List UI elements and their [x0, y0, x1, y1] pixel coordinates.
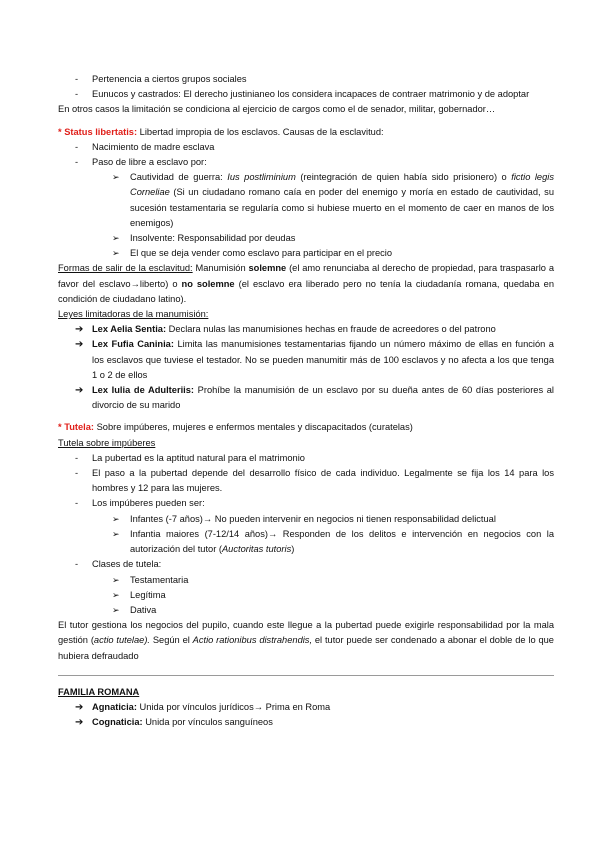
- list-item-text: Eunucos y castrados: El derecho justinianeo los considera incapaces de contraer matrimonio y de adoptar: [92, 89, 530, 100]
- dash-bullet: -: [75, 559, 79, 570]
- arrowhead-bullet-icon: ➢: [112, 172, 120, 183]
- sub-list-item: ➢ Testamentaria: [58, 573, 554, 588]
- dash-bullet: -: [75, 157, 79, 168]
- sub-list-item: ➢ El que se deja vender como esclavo para participar en el precio: [58, 246, 554, 261]
- asterisk-marker: *: [58, 126, 62, 137]
- arrowhead-bullet-icon: ➢: [112, 604, 120, 615]
- asterisk-marker: *: [58, 422, 62, 433]
- bold-arrow-icon: ➔: [75, 701, 84, 713]
- section-desc: Sobre impúberes, mujeres e enfermos mentales y discapacitados (curatelas): [96, 422, 413, 433]
- list-item: - Clases de tutela:: [58, 557, 554, 572]
- sub-list-item: ➢ Infantes (-7 años)→ No pueden intervenir en negocios ni tienen responsabilidad delictual: [58, 512, 554, 527]
- dash-bullet: -: [75, 89, 79, 100]
- bold-arrow-icon: ➔: [75, 385, 84, 397]
- section-title-status: Status libertatis:: [64, 126, 138, 137]
- horizontal-divider: [58, 675, 554, 676]
- sub-list-item: ➢ Legítima: [58, 588, 554, 603]
- arrowhead-bullet-icon: ➢: [112, 589, 120, 600]
- list-item: [58, 140, 554, 155]
- paragraph: En otros casos la limitación se condiciona al ejercicio de cargos como el de senador, militar, gobernador…: [58, 104, 496, 115]
- tutor-paragraph: El tutor gestiona los negocios del pupilo, cuando este llegue a la pubertad puede exigirle responsabilidad por la mala gestión (actio tutelae). Según el Actio rationibus distrahendis, el tutor puede ser condenado a abonar el doble de lo que hubiera defraudado: [58, 620, 554, 661]
- list-item: - La pubertad es la aptitud natural para el matrimonio: [58, 451, 554, 466]
- dash-bullet: -: [75, 141, 79, 152]
- list-item: - Los impúberes pueden ser:: [58, 496, 554, 511]
- sub-list-item: ➢ Cautividad de guerra: Ius postliminium (reintegración de quien había sido prisionero) o fictio legis Corneliae (Si un ciudadano romano caía en poder del enemigo y moría en estado de cautividad, su sucesión testamentaria se regularía como si hubiese muerto en el momento de caer en manos de los enemigos): [112, 172, 554, 228]
- dash-bullet: -: [75, 468, 79, 479]
- arrowhead-bullet-icon: ➢: [112, 248, 120, 259]
- law-item: ➔ Lex Iulia de Adulteriis: Prohíbe la manumisión de un esclavo por su dueña antes de 60 días posteriores al divorcio de su marido: [75, 385, 554, 411]
- law-item: ➔ Lex Aelia Sentia: Declara nulas las manumisiones hechas en fraude de acreedores o del patrono: [58, 322, 554, 337]
- arrowhead-bullet-icon: ➢: [112, 574, 120, 585]
- dash-bullet: -: [75, 74, 79, 84]
- sub-list-item: ➢ Infantia maiores (7-12/14 años)→ Responden de los delitos e intervención en negocios con la autorización del tutor (Auctoritas tutoris): [112, 528, 554, 555]
- sub-list-item: ➢ Dativa: [58, 603, 554, 618]
- bold-arrow-icon: ➔: [75, 324, 84, 336]
- familia-item: ➔ Agnaticia: Unida por vínculos jurídicos→ Prima en Roma: [58, 700, 554, 715]
- sub-list-item: ➢ Insolvente: Responsabilidad por deudas: [58, 231, 554, 246]
- leyes-label: Leyes limitadoras de la manumisión:: [58, 309, 209, 320]
- list-item: [58, 155, 554, 170]
- list-item-text: Pertenencia a ciertos grupos sociales: [92, 74, 247, 84]
- formas-paragraph: Formas de salir de la esclavitud: Manumisión solemne (el amo renunciaba al derecho de propiedad, para traspasarlo a favor del esclavo→liberto) o no solemne (el esclavo era liberado pero no tenía la ciudadanía romana, quedaba en condición de ciudadano latino).: [58, 263, 555, 304]
- law-item: ➔ Lex Fufia Caninia: Limita las manumisiones testamentarias fijando un número máximo de ellas en función a los esclavos que tuviese el testador. No se pueden manumitir más de 100 esclavos y no afecta a los que tenga 1 o 2 de ellos: [75, 339, 554, 380]
- arrowhead-bullet-icon: ➢: [112, 233, 120, 244]
- list-item-text: Nacimiento de madre esclava: [92, 141, 215, 152]
- formas-label: Formas de salir de la esclavitud:: [58, 263, 193, 274]
- familia-item: ➔ Cognaticia: Unida por vínculos sanguíneos: [58, 715, 554, 730]
- arrowhead-bullet-icon: ➢: [112, 513, 120, 524]
- dash-bullet: -: [75, 498, 79, 509]
- tutela-heading: [58, 420, 554, 435]
- arrowhead-bullet-icon: ➢: [112, 528, 120, 539]
- list-item: - El paso a la pubertad depende del desarrollo físico de cada individuo. Legalmente se fija los 14 para los hombres y 12 para las mujeres.: [75, 468, 554, 494]
- status-heading: [58, 125, 554, 140]
- list-item: [58, 72, 554, 87]
- familia-title: FAMILIA ROMANA: [58, 686, 140, 697]
- list-item-text: Paso de libre a esclavo por:: [92, 157, 207, 168]
- document-page: [58, 72, 554, 730]
- sub-heading: Tutela sobre impúberes: [58, 437, 156, 448]
- dash-bullet: -: [75, 452, 79, 463]
- bold-arrow-icon: ➔: [75, 717, 84, 729]
- bold-arrow-icon: ➔: [75, 339, 84, 351]
- section-desc: Libertad impropia de los esclavos. Causas de la esclavitud:: [139, 126, 384, 137]
- list-item: [58, 87, 554, 102]
- section-title-tutela: Tutela:: [64, 422, 95, 433]
